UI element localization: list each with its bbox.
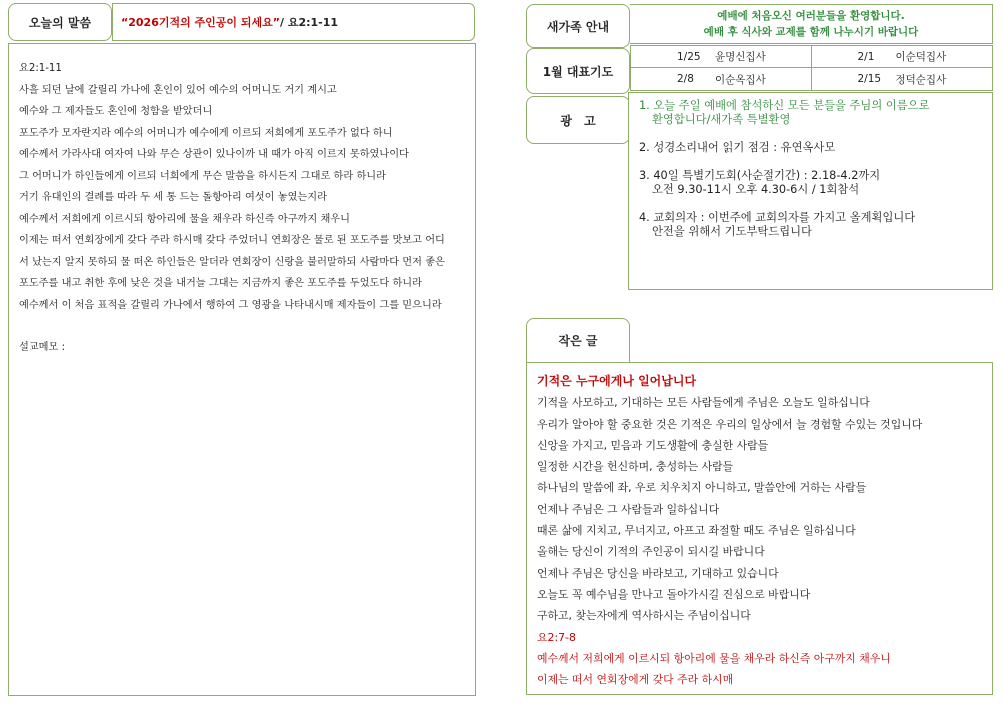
scripture-line: 요2:1-11 <box>19 63 62 74</box>
prayer-name: 이순옥집사 <box>715 73 766 86</box>
scripture-line: 그 어머니가 하인들에게 이르되 너희에게 무슨 말씀을 하시든지 그대로 하라 하니라 <box>19 170 386 182</box>
prayer-date: 2/15 <box>857 73 882 85</box>
small-writing-line: 하나님의 말씀에 좌, 우로 치우치지 아니하고, 말씀안에 거하는 사람들 <box>537 481 867 495</box>
small-writing-verse-ref: 요2:7-8 <box>537 630 576 644</box>
announcement-main: 1. 오늘 주일 예배에 참석하신 모든 분들을 주님의 이름으로 <box>639 99 930 112</box>
small-writing-line: 때론 삶에 지치고, 무너지고, 아프고 좌절할 때도 주님은 일하십니다 <box>537 524 856 538</box>
prayer-date: 1/25 <box>677 50 701 63</box>
prayer-tab <box>526 48 630 94</box>
announcement-main: 2. 성경소리내어 읽기 점검 : 유연옥사모 <box>639 141 836 154</box>
prayer-entry <box>812 68 993 90</box>
scripture-line: 예수께서 가라사대 여자여 나와 무슨 상관이 있나이까 내 때가 아직 이르지 못하였나이다 <box>19 149 409 160</box>
small-writing-line: 신앙을 가지고, 믿음과 기도생활에 충실한 사람들 <box>537 438 769 452</box>
prayer-entry <box>812 46 993 68</box>
scripture-line: 서 났는지 알지 못하되 물 떠온 하인들은 알더라 연회장이 신랑을 불러말하되 사람마다 먼저 좋은 <box>19 256 445 268</box>
announcement-item <box>639 141 982 155</box>
prayer-name: 이순덕집사 <box>895 51 947 63</box>
newcomer-line: 예배 후 식사와 교제를 함께 나누시기 바랍니다 <box>703 26 919 38</box>
word-tab <box>8 3 112 41</box>
announcement-sub: 환영합니다/새가족 특별환영 <box>652 113 791 126</box>
announcements-panel <box>628 92 993 290</box>
prayer-name: 윤명신집사 <box>715 51 766 63</box>
small-writing-line: 기적을 사모하고, 기대하는 모든 사람들에게 주님은 오늘도 일하십니다 <box>537 396 870 410</box>
prayer-entry <box>631 46 812 68</box>
scripture-line: 예수께서 이 처음 표적을 갈릴리 가나에서 행하여 그 영광을 나타내시매 제자들이 그를 믿으니라 <box>19 299 442 311</box>
scripture-line: 예수와 그 제자들도 혼인에 청함을 받았더니 <box>19 106 213 117</box>
announcements-tab <box>526 96 630 144</box>
scripture-line: 사흘 되던 날에 갈릴리 가나에 혼인이 있어 예수의 어머니도 거기 계시고 <box>19 84 337 96</box>
small-writing-line: 구하고, 찾는자에게 역사하시는 주님이십니다 <box>537 609 751 623</box>
sermon-reference: / 요2:1-11 <box>280 16 339 29</box>
small-writing-line: 언제나 주님은 당신을 바라보고, 기대하고 있습니다 <box>537 566 779 580</box>
small-writing-line: 언제나 주님은 그 사람들과 일하십니다 <box>537 502 720 516</box>
announcement-main: 3. 40일 특별기도회(사순절기간) : 2.18-4.2까지 <box>639 169 881 182</box>
scripture-line: 예수께서 저희에게 이르시되 항아리에 물을 채우라 하신즉 아구까지 채우니 <box>19 213 350 225</box>
small-writing-tab-label: 작은 글 <box>558 334 598 348</box>
announcement-item <box>639 169 982 197</box>
prayer-entry <box>631 68 812 90</box>
announcement-sub: 안전을 위해서 기도부탁드립니다 <box>652 225 812 238</box>
announcement-item <box>639 211 982 239</box>
small-writing-panel <box>526 362 993 695</box>
prayer-date: 2/8 <box>677 73 694 85</box>
small-writing-verse-line: 이제는 떠서 연회장에게 갖다 주라 하시매 <box>537 673 734 687</box>
scripture-line: 거기 유대인의 결례를 따라 두 세 통 드는 돌항아리 여섯이 놓였는지라 <box>19 192 327 203</box>
newcomer-tab <box>526 4 630 48</box>
small-writing-title: 기적은 누구에게나 일어납니다 <box>537 374 697 388</box>
word-tab-label: 오늘의 말씀 <box>28 15 92 30</box>
prayer-tab-label: 1월 대표기도 <box>542 64 614 79</box>
prayer-name: 정덕순집사 <box>895 73 947 86</box>
announcement-item <box>639 99 982 127</box>
small-writing-verse-line: 예수께서 저희에게 이르시되 항아리에 물을 채우라 하신즉 아구까지 채우니 <box>537 651 891 665</box>
newcomer-tab-label: 새가족 안내 <box>546 19 610 34</box>
announcement-main: 4. 교회의자 : 이번주에 교회의자를 가지고 올계획입니다 <box>639 211 916 224</box>
small-writing-line: 일정한 시간을 헌신하며, 충성하는 사람들 <box>537 460 734 474</box>
small-writing-line: 올해는 당신이 기적의 주인공이 되시길 바랍니다 <box>537 545 765 559</box>
scripture-panel <box>8 43 476 696</box>
small-writing-line: 오늘도 꼭 예수님을 만나고 돌아가시길 진심으로 바랍니다 <box>537 587 811 601</box>
small-writing-tab <box>526 318 630 362</box>
prayer-schedule <box>630 45 993 91</box>
scripture-line: 포도주가 모자란지라 예수의 어머니가 예수에게 이르되 저희에게 포도주가 없다 하니 <box>19 127 393 139</box>
scripture-line: 이제는 떠서 연회장에게 갖다 주라 하시매 갖다 주었더니 연회장은 물로 된 포도주를 맛보고 어디 <box>19 235 445 246</box>
scripture-line: 포도주를 내고 취한 후에 낮은 것을 내거늘 그대는 지금까지 좋은 포도주를 두었도다 하니라 <box>19 278 422 289</box>
announcement-sub: 오전 9.30-11시 오후 4.30-6시 / 1회참석 <box>652 183 860 196</box>
small-writing-line: 우리가 알아야 할 중요한 것은 기적은 우리의 일상에서 늘 경험할 수있는 것입니다 <box>537 417 923 431</box>
word-title <box>112 3 475 41</box>
newcomer-line: 예배에 처음오신 여러분들을 환영합니다. <box>717 10 905 22</box>
announcements-tab-label: 광 고 <box>560 113 596 128</box>
sermon-memo-label: 설교메모 : <box>19 342 66 353</box>
prayer-date: 2/1 <box>857 50 875 63</box>
sermon-title: “2026기적의 주인공이 되세요” <box>121 16 280 29</box>
newcomer-message <box>630 4 993 44</box>
